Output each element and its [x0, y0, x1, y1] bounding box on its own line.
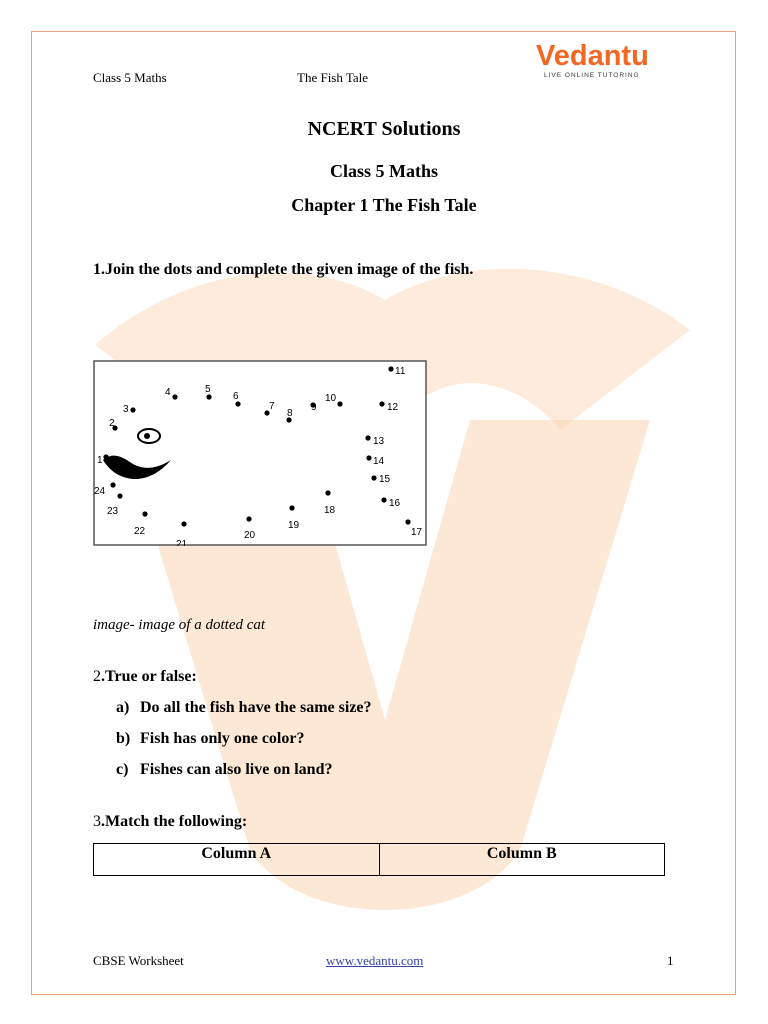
question-2-item-a	[116, 699, 372, 717]
question-2-text: .True or false:	[101, 668, 197, 685]
question-3-number: 3	[93, 813, 101, 830]
question-2	[93, 668, 197, 686]
logo-wordmark: Vedantu	[536, 40, 649, 72]
dot-label-4: 4	[165, 387, 171, 398]
dot-label-13: 13	[373, 436, 385, 447]
footer-worksheet: CBSE Worksheet	[93, 953, 184, 968]
footer-link-wrap	[326, 953, 423, 969]
dot-13	[365, 435, 370, 440]
dot-label-22: 22	[134, 526, 146, 537]
dot-20	[246, 516, 251, 521]
dot-label-6: 6	[233, 391, 239, 402]
dot-label-3: 3	[123, 404, 129, 415]
match-table	[93, 843, 665, 876]
item-label: b)	[116, 730, 131, 747]
dot-6	[235, 401, 240, 406]
question-1: 1.Join the dots and complete the given image of the fish.	[93, 261, 474, 278]
dot-label-10: 10	[325, 393, 337, 404]
dot-17	[405, 519, 410, 524]
dot-label-12: 12	[387, 402, 399, 413]
footer-website-link[interactable]: www.vedantu.com	[326, 953, 424, 968]
dot-label-7: 7	[269, 401, 275, 412]
dot-label-19: 19	[288, 520, 300, 531]
dot-18	[325, 490, 330, 495]
column-b-header: Column B	[379, 844, 665, 876]
dot-label-1: 1	[97, 455, 103, 466]
footer-page-number: 1	[667, 953, 674, 968]
dot-label-2: 2	[109, 418, 115, 429]
dot-label-8: 8	[287, 408, 293, 419]
dot-label-16: 16	[389, 498, 401, 509]
dot-14	[366, 455, 371, 460]
item-text: Fish has only one color?	[140, 730, 305, 747]
question-2-number: 2	[93, 668, 101, 685]
item-label: a)	[116, 699, 130, 716]
dot-11	[388, 366, 393, 371]
dot-4	[172, 394, 177, 399]
question-2-item-c	[116, 761, 332, 779]
dot-label-23: 23	[107, 506, 119, 517]
header-class: Class 5 Maths	[93, 70, 167, 85]
dot-21	[181, 521, 186, 526]
image-caption: image- image of a dotted cat	[93, 617, 266, 633]
table-header-row	[94, 844, 665, 876]
dot-16	[381, 497, 386, 502]
item-label: c)	[116, 761, 129, 778]
page-title: NCERT Solutions	[307, 118, 461, 140]
page-subtitle-class: Class 5 Maths	[329, 161, 438, 181]
dot-23	[117, 493, 122, 498]
dot-3	[130, 407, 135, 412]
header-chapter: The Fish Tale	[297, 70, 369, 85]
dot-label-17: 17	[411, 527, 423, 538]
dot-5	[206, 394, 211, 399]
dot-19	[289, 505, 294, 510]
dot-label-11: 11	[395, 366, 406, 377]
page-subtitle-chapter: Chapter 1 The Fish Tale	[291, 195, 477, 215]
column-a-header: Column A	[94, 844, 380, 876]
dot-label-20: 20	[244, 530, 256, 541]
item-text: Fishes can also live on land?	[140, 761, 333, 778]
dot-label-18: 18	[324, 505, 336, 516]
dot-24	[110, 482, 115, 487]
dot-label-14: 14	[373, 456, 385, 467]
dot-22	[142, 511, 147, 516]
dot-15	[371, 475, 376, 480]
dot-10	[337, 401, 342, 406]
dot-12	[379, 401, 384, 406]
dot-label-9: 9	[311, 402, 317, 413]
dot-to-dot-fish-image	[93, 360, 427, 546]
dot-label-15: 15	[379, 474, 391, 485]
question-3	[93, 813, 247, 831]
question-3-text: .Match the following:	[101, 813, 248, 830]
dot-label-5: 5	[205, 384, 211, 395]
item-text: Do all the fish have the same size?	[140, 699, 372, 716]
dot-label-24: 24	[94, 486, 106, 497]
vedantu-logo	[536, 40, 666, 84]
logo-tagline: LIVE ONLINE TUTORING	[544, 72, 640, 79]
question-2-item-b	[116, 730, 304, 748]
dot-1	[103, 454, 108, 459]
dot-label-21: 21	[176, 539, 188, 546]
